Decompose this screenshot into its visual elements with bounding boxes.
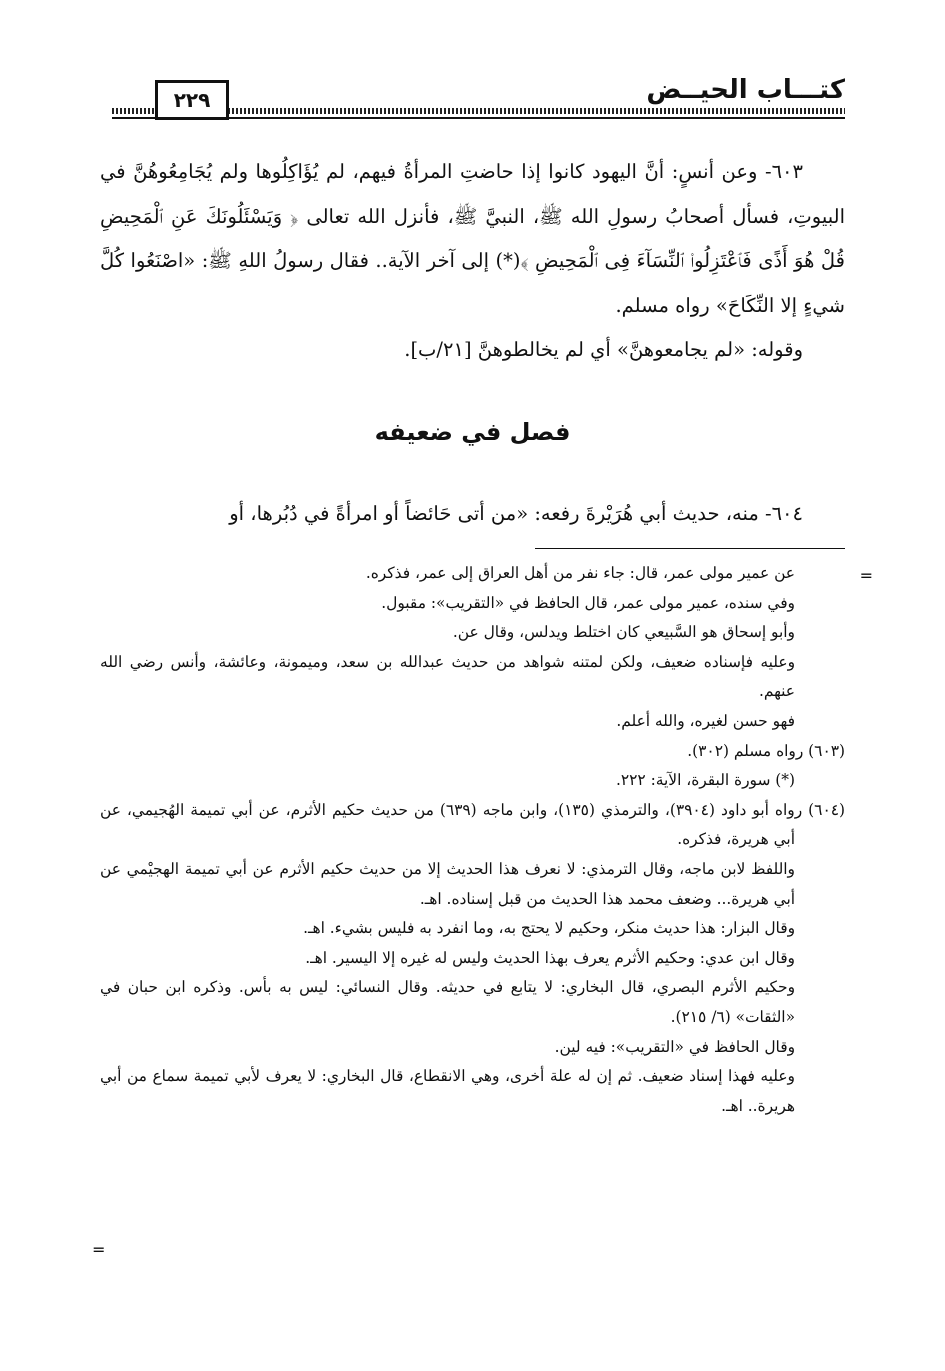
main-text — [100, 150, 845, 373]
page-number: ٢٢٩ — [155, 80, 229, 120]
hadith-603: ٦٠٣- وعن أنسٍ: أنَّ اليهود كانوا إذا حاضتِ المرأةُ فيهم، لم يُؤَاكِلُوها ولم يُجَامِعُوهُنَّ في البيوتِ، فسأل أصحابُ رسولِ الله ﷺ، النبيَّ ﷺ، فأنزل الله تعالى ﴿ وَيَسْئَلُونَكَ عَنِ ٱلْمَحِيضِ قُلْ هُوَ أَذًى فَٱعْتَزِلُوا۟ ٱلنِّسَآءَ فِى ٱلْمَحِيضِ ﴾(*) إلى آخر الآية.. فقال رسولُ اللهِ ﷺ: «اصْنَعُوا كُلَّ شيءٍ إلا النِّكَاحَ» رواه مسلم. — [100, 160, 845, 317]
footnote-604: (٦٠٤) رواه أبو داود (٣٩٠٤)، والترمذي (١٣٥)، وابن ماجه (٦٣٩) من حديث حكيم الأثرم، عن أبي تميمة الهُجيمي، عن أبي هريرة، فذكره. — [100, 800, 845, 849]
footnote-line: عن عمير مولى عمر، قال: جاء نفر من أهل العراق إلى عمر، فذكره. — [365, 564, 795, 582]
footnote-separator — [535, 548, 845, 549]
footnote-line: وقال البزار: هذا حديث منكر، وحكيم لا يحتج به، وما انفرد به فليس بشيء. اهـ. — [303, 919, 795, 938]
footnote-line: وحكيم الأثرم البصري، قال البخاري: لا يتابع في حديثه. وقال النسائي: ليس به بأس. وذكره ابن حبان في «الثقات» (٦/ ٢١٥). — [100, 978, 795, 1026]
footnote-line: وقال الحافظ في «التقريب»: فيه لين. — [554, 1037, 795, 1056]
footnote-line: وفي سنده، عمير مولى عمر، قال الحافظ في «التقريب»: مقبول. — [381, 593, 795, 612]
saying-explanation: وقوله: «لم يجامعوهنَّ» أي لم يخالطوهنَّ [٢١/ب]. — [404, 338, 803, 361]
footnotes — [100, 559, 845, 1121]
chapter-title: كتـــاب الحيــض — [646, 75, 845, 105]
continuation-marker-bottom: = — [92, 1240, 106, 1259]
footnote-line: وأبو إسحاق هو السَّبيعي كان اختلط ويدلس، وقال عن. — [452, 623, 795, 642]
section-title: فصل في ضعيفه — [374, 418, 571, 446]
continuation-marker-top: = — [859, 566, 873, 585]
footnote-star: (*) سورة البقرة، الآية: ٢٢٢. — [615, 771, 795, 790]
footnote-line: وقال ابن عدي: وحكيم الأثرم يعرف بهذا الحديث وليس له غيره إلا اليسير. اهـ. — [305, 948, 795, 967]
footnote-line: فهو حسن لغيره، والله أعلم. — [616, 711, 795, 730]
hadith-604: ٦٠٤- منه، حديث أبي هُرَيْرةَ رفعه: «من أتى حَائضاً أو امرأةً في دُبُرها، أو — [229, 502, 803, 525]
footnote-line: وعليه فهذا إسناد ضعيف. ثم إن له علة أخرى، وهي الانقطاع، قال البخاري: لا يعرف لأبي تميمة سماع من أبي هريرة.. اهـ. — [100, 1067, 795, 1115]
footnote-603: (٦٠٣) رواه مسلم (٣٠٢). — [687, 741, 845, 760]
footnote-line: واللفظ لابن ماجه، وقال الترمذي: لا نعرف هذا الحديث إلا من حديث حكيم الأثرم عن أبي تميمة الهجيْمي عن أبي هريرة... وضعف محمد هذا الحديث من قبل إسناده. اهـ. — [100, 859, 795, 908]
footnote-line: وعليه فإسناده ضعيف، ولكن لمتنه شواهد من حديث عبدالله بن سعد، وميمونة، وعائشة، وأنس رضي الله عنهم. — [100, 652, 795, 701]
